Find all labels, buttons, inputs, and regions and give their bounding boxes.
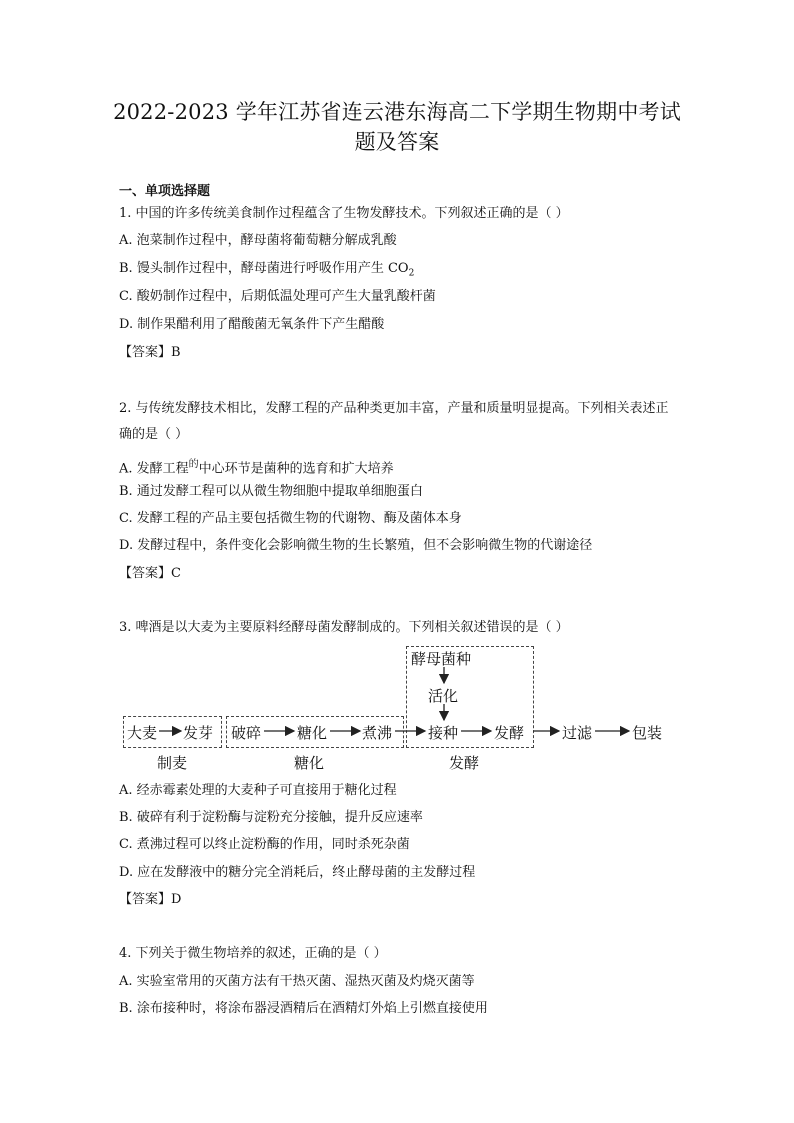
q3-option-d: D. 应在发酵液中的糖分完全消耗后，终止酵母菌的主发酵过程 <box>119 865 476 880</box>
title-line-1: 2022-2023 学年江苏省连云港东海高二下学期生物期中考试 <box>113 100 681 124</box>
q2-option-a <box>119 456 394 478</box>
q1-option-b-subscript: 2 <box>408 268 415 279</box>
q1-option-d: D. 制作果醋利用了醋酸菌无氧条件下产生醋酸 <box>119 317 385 332</box>
q3-stem: 3. 啤酒是以大麦为主要原料经酵母菌发酵制成的。下列相关叙述错误的是（ ） <box>119 620 569 635</box>
flow-arrows <box>119 640 679 780</box>
brewing-flow-diagram <box>119 640 679 780</box>
node-fermentation: 发酵 <box>494 724 525 742</box>
q1-option-b-text: B. 馒头制作过程中，酵母菌进行呼吸作用产生 CO <box>119 261 409 276</box>
stage-label-malting: 制麦 <box>157 754 188 772</box>
node-filtration: 过滤 <box>562 724 593 742</box>
node-activation: 活化 <box>428 687 459 705</box>
q4-option-a: A. 实验室常用的灭菌方法有干热灭菌、湿热灭菌及灼烧灭菌等 <box>119 974 475 989</box>
q1-answer: 【答案】B <box>119 345 181 360</box>
q1-option-b <box>119 260 414 283</box>
document-title <box>100 97 694 157</box>
q4-option-b: B. 涂布接种时，将涂布器浸酒精后在酒精灯外焰上引燃直接使用 <box>119 1001 488 1016</box>
node-yeast-strain: 酵母菌种 <box>411 650 472 668</box>
node-boiling: 煮沸 <box>362 724 393 742</box>
q2-answer: 【答案】C <box>119 566 181 581</box>
q4-stem: 4. 下列关于微生物培养的叙述，正确的是（ ） <box>119 946 387 961</box>
q1-option-c: C. 酸奶制作过程中，后期低温处理可产生大量乳酸杆菌 <box>119 289 436 304</box>
title-line-2: 题及答案 <box>354 130 440 154</box>
q2-stem: 2. 与传统发酵技术相比，发酵工程的产品种类更加丰富，产量和质量明显提高。下列相关表述正确的是（ ） <box>119 401 669 442</box>
q2-option-d: D. 发酵过程中，条件变化会影响微生物的生长繁殖，但不会影响微生物的代谢途径 <box>119 538 593 553</box>
node-barley: 大麦 <box>127 724 158 742</box>
q3-option-a: A. 经赤霉素处理的大麦种子可直接用于糖化过程 <box>119 783 397 798</box>
q2-option-a-part1: A. 发酵工程 <box>119 461 189 477</box>
node-saccharify: 糖化 <box>297 724 328 742</box>
stage-label-saccharification: 糖化 <box>294 754 325 772</box>
q3-option-c: C. 煮沸过程可以终止淀粉酶的作用，同时杀死杂菌 <box>119 837 410 852</box>
q2-option-b: B. 通过发酵工程可以从微生物细胞中提取单细胞蛋白 <box>119 484 423 499</box>
q2-option-a-part2: 中心环节是菌种的选育和扩大培养 <box>198 461 394 477</box>
q1-option-a: A. 泡菜制作过程中，酵母菌将葡萄糖分解成乳酸 <box>119 233 397 248</box>
node-germination: 发芽 <box>183 724 214 742</box>
q3-option-b: B. 破碎有利于淀粉酶与淀粉充分接触，提升反应速率 <box>119 810 423 825</box>
node-crushing: 破碎 <box>231 724 262 742</box>
q2-option-c: C. 发酵工程的产品主要包括微生物的代谢物、酶及菌体本身 <box>119 511 462 526</box>
q2-option-a-superscript: 的 <box>188 459 199 470</box>
node-packaging: 包装 <box>632 724 663 742</box>
section-heading: 一、单项选择题 <box>119 184 211 199</box>
q1-stem: 1. 中国的许多传统美食制作过程蕴含了生物发酵技术。下列叙述正确的是（ ） <box>119 206 569 221</box>
q3-answer: 【答案】D <box>119 892 182 907</box>
node-inoculation: 接种 <box>428 724 459 742</box>
stage-label-fermentation: 发酵 <box>449 754 480 772</box>
